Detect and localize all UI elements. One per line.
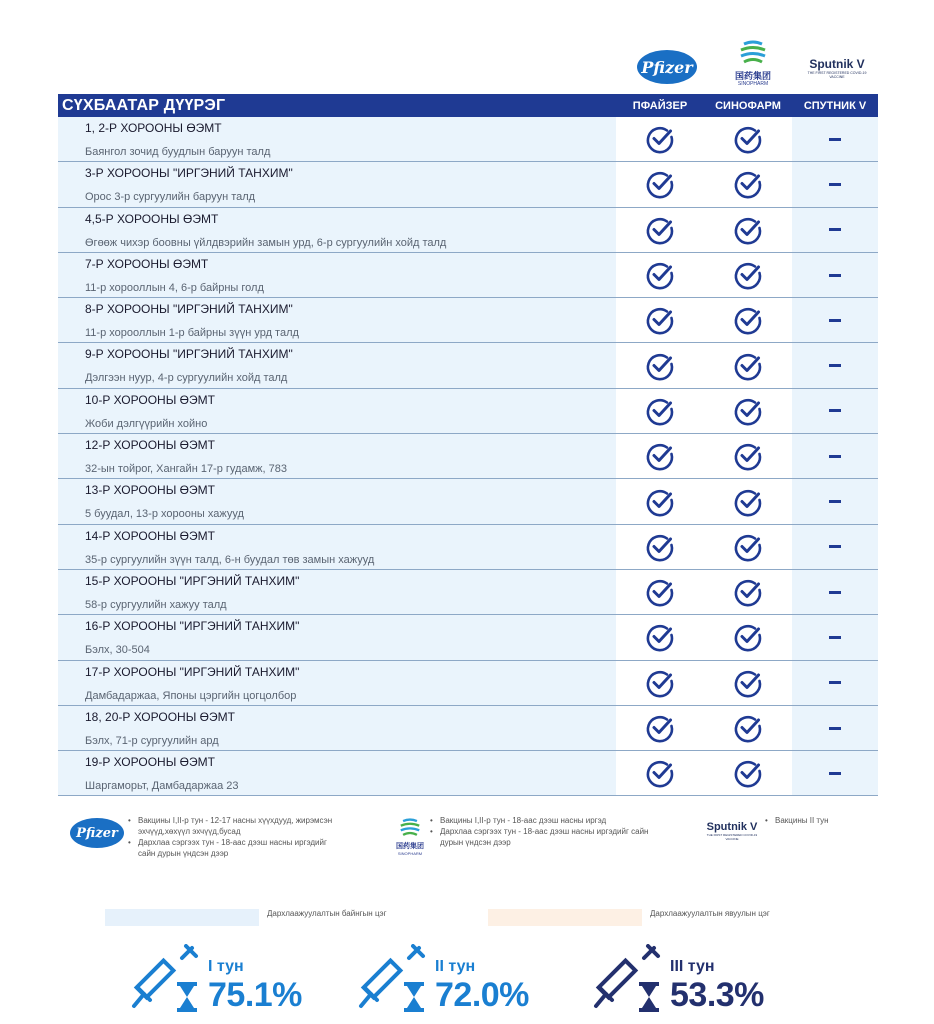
location-name: 16-Р ХОРООНЫ "ИРГЭНИЙ ТАНХИМ" bbox=[85, 619, 300, 634]
dose-stat-2 bbox=[357, 940, 597, 1020]
availability-sputnik bbox=[792, 298, 878, 342]
column-sinopharm: СИНОФАРМ bbox=[715, 99, 781, 112]
location-address: 11-р хорооллын 4, 6-р байрны голд bbox=[85, 281, 264, 294]
location-cell bbox=[58, 525, 616, 569]
location-address: Дамбадаржаа, Японы цэргийн цогцолбор bbox=[85, 689, 297, 702]
check-circle-icon bbox=[645, 532, 675, 562]
location-address: Орос 3-р сургуулийн баруун талд bbox=[85, 191, 256, 204]
dose-stat-1 bbox=[130, 940, 370, 1020]
availability-sinopharm bbox=[704, 706, 792, 750]
dash-icon bbox=[829, 455, 841, 458]
availability-pfizer bbox=[616, 389, 704, 433]
table-row bbox=[58, 525, 878, 570]
availability-sputnik bbox=[792, 208, 878, 252]
availability-sputnik bbox=[792, 434, 878, 478]
legend-pfizer-logo: Pfizer bbox=[70, 818, 124, 848]
location-cell bbox=[58, 661, 616, 705]
sinopharm-cn-text: 国药集团 bbox=[734, 71, 771, 81]
dash-icon bbox=[829, 183, 841, 186]
availability-sinopharm bbox=[704, 525, 792, 569]
location-name: 1, 2-Р ХОРООНЫ ӨЭМТ bbox=[85, 121, 222, 135]
location-cell bbox=[58, 434, 616, 478]
hourglass-icon bbox=[176, 982, 198, 1012]
legend-sinopharm-logo bbox=[390, 818, 430, 856]
dose-percent: 75.1% bbox=[208, 976, 302, 1014]
location-name: 3-Р ХОРООНЫ "ИРГЭНИЙ ТАНХИМ" bbox=[85, 166, 293, 181]
availability-sputnik bbox=[792, 479, 878, 523]
availability-sputnik bbox=[792, 570, 878, 614]
availability-sputnik bbox=[792, 661, 878, 705]
availability-sinopharm bbox=[704, 208, 792, 252]
sputnik-name: Sputnik V bbox=[809, 57, 865, 71]
availability-pfizer bbox=[616, 751, 704, 795]
check-circle-icon bbox=[645, 396, 675, 426]
sputnik-tag: THE FIRST REGISTERED COVID-19 VACCINE bbox=[706, 833, 758, 841]
check-circle-icon bbox=[733, 124, 763, 154]
location-name: 19-Р ХОРООНЫ ӨЭМТ bbox=[85, 755, 215, 770]
availability-sinopharm bbox=[704, 162, 792, 206]
pfizer-logo: Pfizer bbox=[637, 50, 697, 84]
check-circle-icon bbox=[733, 215, 763, 245]
availability-pfizer bbox=[616, 525, 704, 569]
availability-sinopharm bbox=[704, 751, 792, 795]
location-cell bbox=[58, 117, 616, 161]
availability-pfizer bbox=[616, 615, 704, 659]
check-circle-icon bbox=[733, 351, 763, 381]
availability-sinopharm bbox=[704, 298, 792, 342]
table-body bbox=[58, 117, 878, 796]
check-circle-icon bbox=[733, 260, 763, 290]
location-name: 8-Р ХОРООНЫ "ИРГЭНИЙ ТАНХИМ" bbox=[85, 302, 293, 317]
availability-pfizer bbox=[616, 117, 704, 161]
check-circle-icon bbox=[733, 622, 763, 652]
location-name: 10-Р ХОРООНЫ ӨЭМТ bbox=[85, 392, 215, 407]
check-circle-icon bbox=[645, 215, 675, 245]
availability-pfizer bbox=[616, 570, 704, 614]
availability-pfizer bbox=[616, 706, 704, 750]
availability-pfizer bbox=[616, 434, 704, 478]
mobile-point-label: Дархлаажуулалтын явуулын цэг bbox=[650, 909, 770, 918]
column-pfizer: ПФАЙЗЕР bbox=[632, 99, 688, 112]
check-circle-icon bbox=[733, 758, 763, 788]
availability-sinopharm bbox=[704, 343, 792, 387]
availability-sputnik bbox=[792, 615, 878, 659]
check-circle-icon bbox=[645, 305, 675, 335]
check-circle-icon bbox=[645, 441, 675, 471]
location-cell bbox=[58, 615, 616, 659]
location-address: Бэлх, 30-504 bbox=[85, 644, 150, 657]
check-circle-icon bbox=[645, 713, 675, 743]
table-row bbox=[58, 479, 878, 524]
check-circle-icon bbox=[733, 396, 763, 426]
check-circle-icon bbox=[645, 260, 675, 290]
check-circle-icon bbox=[645, 487, 675, 517]
legend-sputnik bbox=[765, 815, 855, 826]
availability-pfizer bbox=[616, 208, 704, 252]
sinopharm-en-text: SINOPHARM bbox=[737, 81, 769, 87]
location-name: 14-Р ХОРООНЫ ӨЭМТ bbox=[85, 528, 215, 543]
location-cell bbox=[58, 208, 616, 252]
dash-icon bbox=[829, 772, 841, 775]
availability-sinopharm bbox=[704, 434, 792, 478]
dash-icon bbox=[829, 409, 841, 412]
dash-icon bbox=[829, 727, 841, 730]
dose-percent: 72.0% bbox=[435, 976, 529, 1014]
check-circle-icon bbox=[733, 668, 763, 698]
table-row bbox=[58, 570, 878, 615]
availability-sputnik bbox=[792, 117, 878, 161]
sinopharm-stripes-icon bbox=[738, 40, 768, 66]
sinopharm-stripes-icon bbox=[398, 818, 422, 838]
check-circle-icon bbox=[645, 577, 675, 607]
hourglass-icon bbox=[403, 982, 425, 1012]
check-circle-icon bbox=[733, 441, 763, 471]
availability-sinopharm bbox=[704, 615, 792, 659]
location-address: Дэлгээн нуур, 4-р сургуулийн хойд талд bbox=[85, 372, 288, 385]
location-address: Баянгол зочид буудлын баруун талд bbox=[85, 146, 271, 158]
availability-pfizer bbox=[616, 479, 704, 523]
table-row bbox=[58, 389, 878, 434]
location-cell bbox=[58, 162, 616, 206]
check-circle-icon bbox=[733, 169, 763, 199]
dash-icon bbox=[829, 319, 841, 322]
table-row bbox=[58, 117, 878, 162]
location-name: 4,5-Р ХОРООНЫ ӨЭМТ bbox=[85, 211, 219, 226]
dash-icon bbox=[829, 681, 841, 684]
location-cell bbox=[58, 479, 616, 523]
sinopharm-logo bbox=[728, 40, 778, 88]
dose-label: II тун bbox=[435, 958, 476, 975]
location-cell bbox=[58, 706, 616, 750]
dash-icon bbox=[829, 138, 841, 141]
location-name: 12-Р ХОРООНЫ ӨЭМТ bbox=[85, 438, 215, 453]
location-address: 5 буудал, 13-р хорооны хажууд bbox=[85, 508, 244, 521]
availability-pfizer bbox=[616, 253, 704, 297]
location-address: Жоби дэлгүүрийн хойно bbox=[85, 417, 208, 430]
location-address: 58-р сургуулийн хажуу талд bbox=[85, 598, 227, 611]
table-row bbox=[58, 706, 878, 751]
location-cell bbox=[58, 343, 616, 387]
dose-percent: 53.3% bbox=[670, 976, 764, 1014]
dash-icon bbox=[829, 545, 841, 548]
legend-sinopharm bbox=[430, 815, 650, 848]
dash-icon bbox=[829, 500, 841, 503]
location-cell bbox=[58, 751, 616, 795]
dash-icon bbox=[829, 228, 841, 231]
table-row bbox=[58, 751, 878, 796]
table-row bbox=[58, 298, 878, 343]
location-address: 11-р хорооллын 1-р байрны зүүн урд талд bbox=[85, 327, 299, 340]
sinopharm-en-text: SINOPHARM bbox=[397, 851, 423, 856]
availability-sinopharm bbox=[704, 389, 792, 433]
location-address: 35-р сургуулийн зүүн талд, 6-н буудал төв замын хажууд bbox=[85, 553, 375, 566]
availability-sputnik bbox=[792, 253, 878, 297]
column-sputnik: СПУТНИК V bbox=[803, 99, 867, 112]
availability-sinopharm bbox=[704, 661, 792, 705]
sputnik-logo bbox=[804, 57, 870, 79]
check-circle-icon bbox=[645, 668, 675, 698]
check-circle-icon bbox=[733, 577, 763, 607]
check-circle-icon bbox=[645, 351, 675, 381]
location-address: Бэлх, 71-р сургуулийн ард bbox=[85, 734, 219, 747]
availability-pfizer bbox=[616, 162, 704, 206]
dash-icon bbox=[829, 274, 841, 277]
check-circle-icon bbox=[645, 124, 675, 154]
availability-sinopharm bbox=[704, 117, 792, 161]
check-circle-icon bbox=[733, 305, 763, 335]
table-row bbox=[58, 434, 878, 479]
availability-sinopharm bbox=[704, 479, 792, 523]
dose-stat-3 bbox=[592, 940, 832, 1020]
dose-label: III тун bbox=[670, 958, 715, 975]
sinopharm-cn-text: 国药集团 bbox=[396, 843, 424, 850]
location-cell bbox=[58, 389, 616, 433]
check-circle-icon bbox=[645, 169, 675, 199]
location-address: Шаргаморьт, Дамбадаржаа 23 bbox=[85, 780, 239, 793]
dash-icon bbox=[829, 636, 841, 639]
fixed-point-label: Дархлаажуулалтын байнгын цэг bbox=[267, 909, 387, 918]
legend-pfizer bbox=[128, 815, 338, 859]
location-address: 32-ын тойрог, Хангайн 17-р гудамж, 783 bbox=[85, 463, 287, 476]
hourglass-icon bbox=[638, 982, 660, 1012]
table-row bbox=[58, 343, 878, 388]
legend-sinopharm-item: • Дархлаа сэргээх тун - 18-аас дээш насны иргэдийг сайн дурын үндсэн дээр bbox=[430, 826, 650, 848]
availability-sinopharm bbox=[704, 253, 792, 297]
dash-icon bbox=[829, 364, 841, 367]
availability-sputnik bbox=[792, 525, 878, 569]
table-row bbox=[58, 162, 878, 207]
location-name: 15-Р ХОРООНЫ "ИРГЭНИЙ ТАНХИМ" bbox=[85, 573, 300, 588]
sputnik-name: Sputnik V bbox=[706, 821, 758, 833]
fixed-point-swatch bbox=[105, 909, 259, 926]
table-row bbox=[58, 615, 878, 660]
location-address: Өгөөж чихэр боовны үйлдвэрийн замын урд, 6-р сургуулийн хойд талд bbox=[85, 236, 447, 249]
sputnik-tag: THE FIRST REGISTERED COVID-19 VACCINE bbox=[807, 71, 867, 79]
availability-sputnik bbox=[792, 389, 878, 433]
location-name: 13-Р ХОРООНЫ ӨЭМТ bbox=[85, 483, 215, 498]
table-row bbox=[58, 253, 878, 298]
availability-sputnik bbox=[792, 162, 878, 206]
location-cell bbox=[58, 253, 616, 297]
location-name: 18, 20-Р ХОРООНЫ ӨЭМТ bbox=[85, 709, 235, 724]
availability-sputnik bbox=[792, 706, 878, 750]
check-circle-icon bbox=[733, 487, 763, 517]
location-cell bbox=[58, 298, 616, 342]
legend-sputnik-item: • Вакцины II тун bbox=[765, 815, 855, 826]
check-circle-icon bbox=[733, 532, 763, 562]
availability-sinopharm bbox=[704, 570, 792, 614]
legend-sputnik-logo bbox=[703, 821, 761, 841]
location-cell bbox=[58, 570, 616, 614]
location-name: 9-Р ХОРООНЫ "ИРГЭНИЙ ТАНХИМ" bbox=[85, 347, 293, 362]
availability-pfizer bbox=[616, 343, 704, 387]
mobile-point-swatch bbox=[488, 909, 642, 926]
check-circle-icon bbox=[645, 758, 675, 788]
dash-icon bbox=[829, 591, 841, 594]
legend-sinopharm-item: • Вакцины I,II-р тун - 18-аас дээш насны иргэд bbox=[430, 815, 650, 826]
check-circle-icon bbox=[733, 713, 763, 743]
table-header bbox=[58, 94, 878, 117]
availability-sputnik bbox=[792, 343, 878, 387]
vaccination-table bbox=[58, 94, 878, 796]
legend-pfizer-item: • Дархлаа сэргээх тун - 18-аас дээш насны иргэдийг сайн дурын үндсэн дээр bbox=[128, 837, 338, 859]
legend-pfizer-item: • Вакцины I,II-р тун - 12-17 насны хүүхдууд, жирэмсэн эхчүүд,хөхүүл эхчүүд,бусад bbox=[128, 815, 338, 837]
table-row bbox=[58, 661, 878, 706]
location-name: 17-Р ХОРООНЫ "ИРГЭНИЙ ТАНХИМ" bbox=[85, 664, 300, 679]
check-circle-icon bbox=[645, 622, 675, 652]
dose-label: I тун bbox=[208, 958, 244, 975]
table-row bbox=[58, 208, 878, 253]
location-name: 7-Р ХОРООНЫ ӨЭМТ bbox=[85, 256, 209, 271]
availability-pfizer bbox=[616, 661, 704, 705]
district-title: СҮХБААТАР ДҮҮРЭГ bbox=[62, 96, 226, 114]
availability-pfizer bbox=[616, 298, 704, 342]
availability-sputnik bbox=[792, 751, 878, 795]
